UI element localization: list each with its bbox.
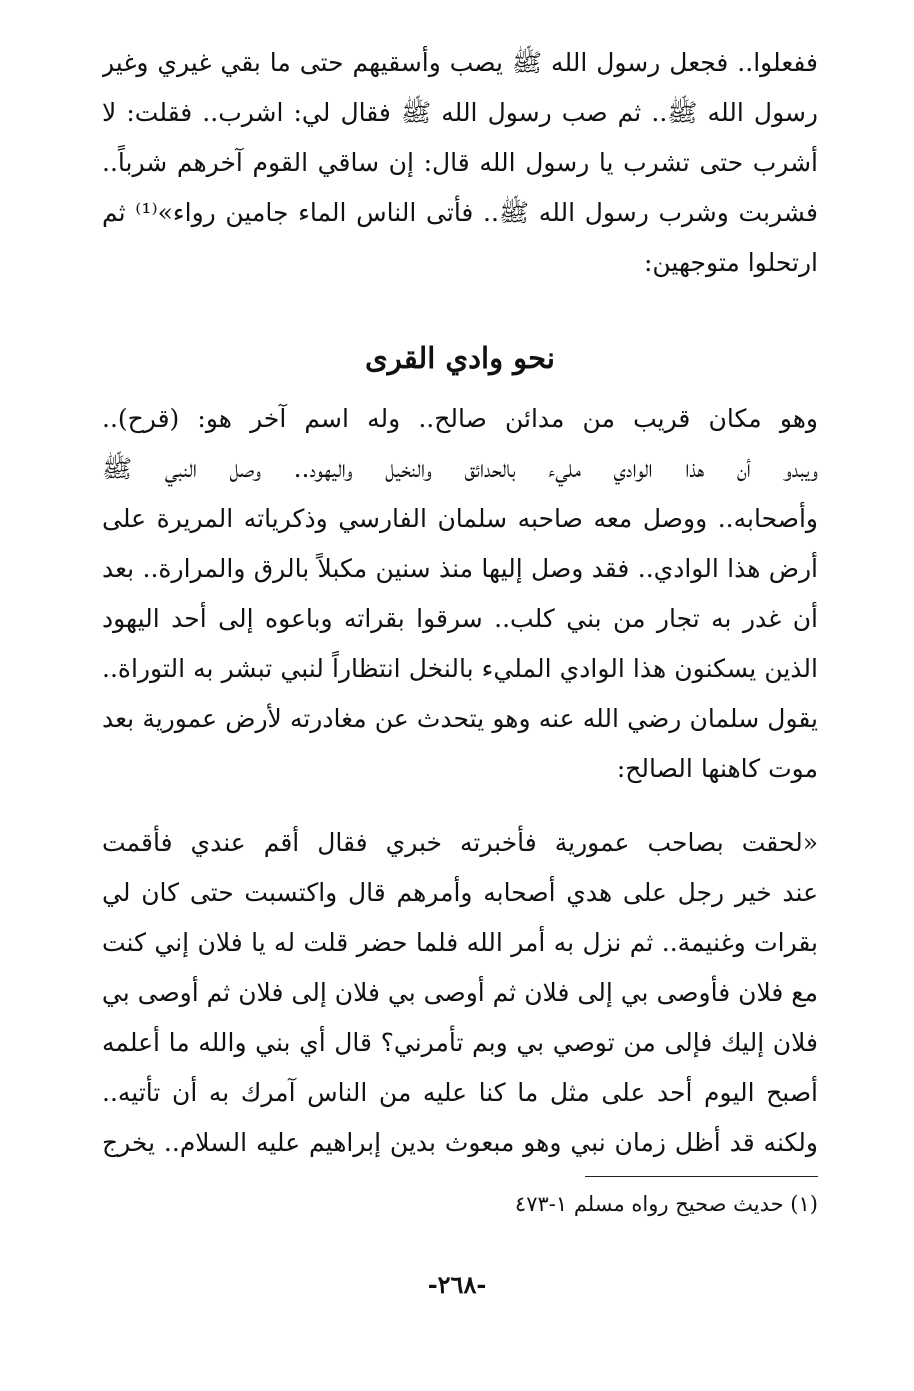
- page-number: -٢٦٨-: [427, 1270, 487, 1299]
- text-line: فشربت وشرب رسول الله ﷺ.. فأتى الناس الماء جامين رواء»⁽¹⁾ ثم: [102, 198, 818, 227]
- text-line: بقرات وغنيمة.. ثم نزل به أمر الله فلما حضر قلت له يا فلان إني كنت: [102, 928, 818, 957]
- text-line: الذين يسكنون هذا الوادي المليء بالنخل انتظاراً لنبي تبشر به التوراة..: [102, 654, 818, 683]
- text-line: ولكنه قد أظل زمان نبي وهو مبعوث بدين إبراهيم عليه السلام.. يخرج: [102, 1128, 818, 1157]
- paragraph-1: [102, 38, 818, 288]
- footnote-divider: [585, 1176, 818, 1177]
- text-line: ففعلوا.. فجعل رسول الله ﷺ يصب وأسقيهم حتى ما بقي غيري وغير: [102, 48, 818, 77]
- text-line: أصبح اليوم أحد على مثل ما كنا عليه من الناس آمرك به أن تأتيه..: [102, 1078, 818, 1107]
- text-line: مع فلان فأوصى بي إلى فلان ثم أوصى بي فلان إلى فلان ثم أوصى بي: [102, 978, 818, 1007]
- text-line: ويبدو أن هذا الوادي مليء بالحدائق والنخيل واليهود.. وصل النبي ﷺ: [102, 454, 818, 483]
- paragraph-3-quote: [102, 818, 818, 1168]
- footnote: (١) حديث صحيح رواه مسلم ١-٤٧٣: [514, 1192, 818, 1216]
- text-line: ارتحلوا متوجهين:: [643, 248, 818, 277]
- text-line: أرض هذا الوادي.. فقد وصل إليها منذ سنين مكبلاً بالرق والمرارة.. بعد: [102, 554, 818, 583]
- text-line: فلان إليك فإلى من توصي بي وبم تأمرني؟ قال أي بني والله ما أعلمه: [102, 1028, 818, 1057]
- text-line: وهو مكان قريب من مدائن صالح.. وله اسم آخر هو: (قرح)..: [102, 404, 818, 433]
- text-line: رسول الله ﷺ.. ثم صب رسول الله ﷺ فقال لي: اشرب.. فقلت: لا: [102, 98, 818, 127]
- text-line: عند خير رجل على هدي أصحابه وأمرهم قال واكتسبت حتى كان لي: [102, 878, 818, 907]
- text-line: أن غدر به تجار من بني كلب.. سرقوا بقراته وباعوه إلى أحد اليهود: [102, 604, 818, 633]
- paragraph-2: [102, 394, 818, 794]
- section-heading: نحو وادي القرى: [365, 341, 555, 375]
- text-line: موت كاهنها الصالح:: [616, 754, 818, 783]
- text-line: وأصحابه.. ووصل معه صاحبه سلمان الفارسي وذكرياته المريرة على: [102, 504, 818, 533]
- text-line: يقول سلمان رضي الله عنه وهو يتحدث عن مغادرته لأرض عمورية بعد: [102, 704, 818, 733]
- text-line: أشرب حتى تشرب يا رسول الله قال: إن ساقي القوم آخرهم شرباً..: [102, 148, 818, 177]
- text-line: «لحقت بصاحب عمورية فأخبرته خبري فقال أقم عندي فأقمت: [102, 828, 818, 857]
